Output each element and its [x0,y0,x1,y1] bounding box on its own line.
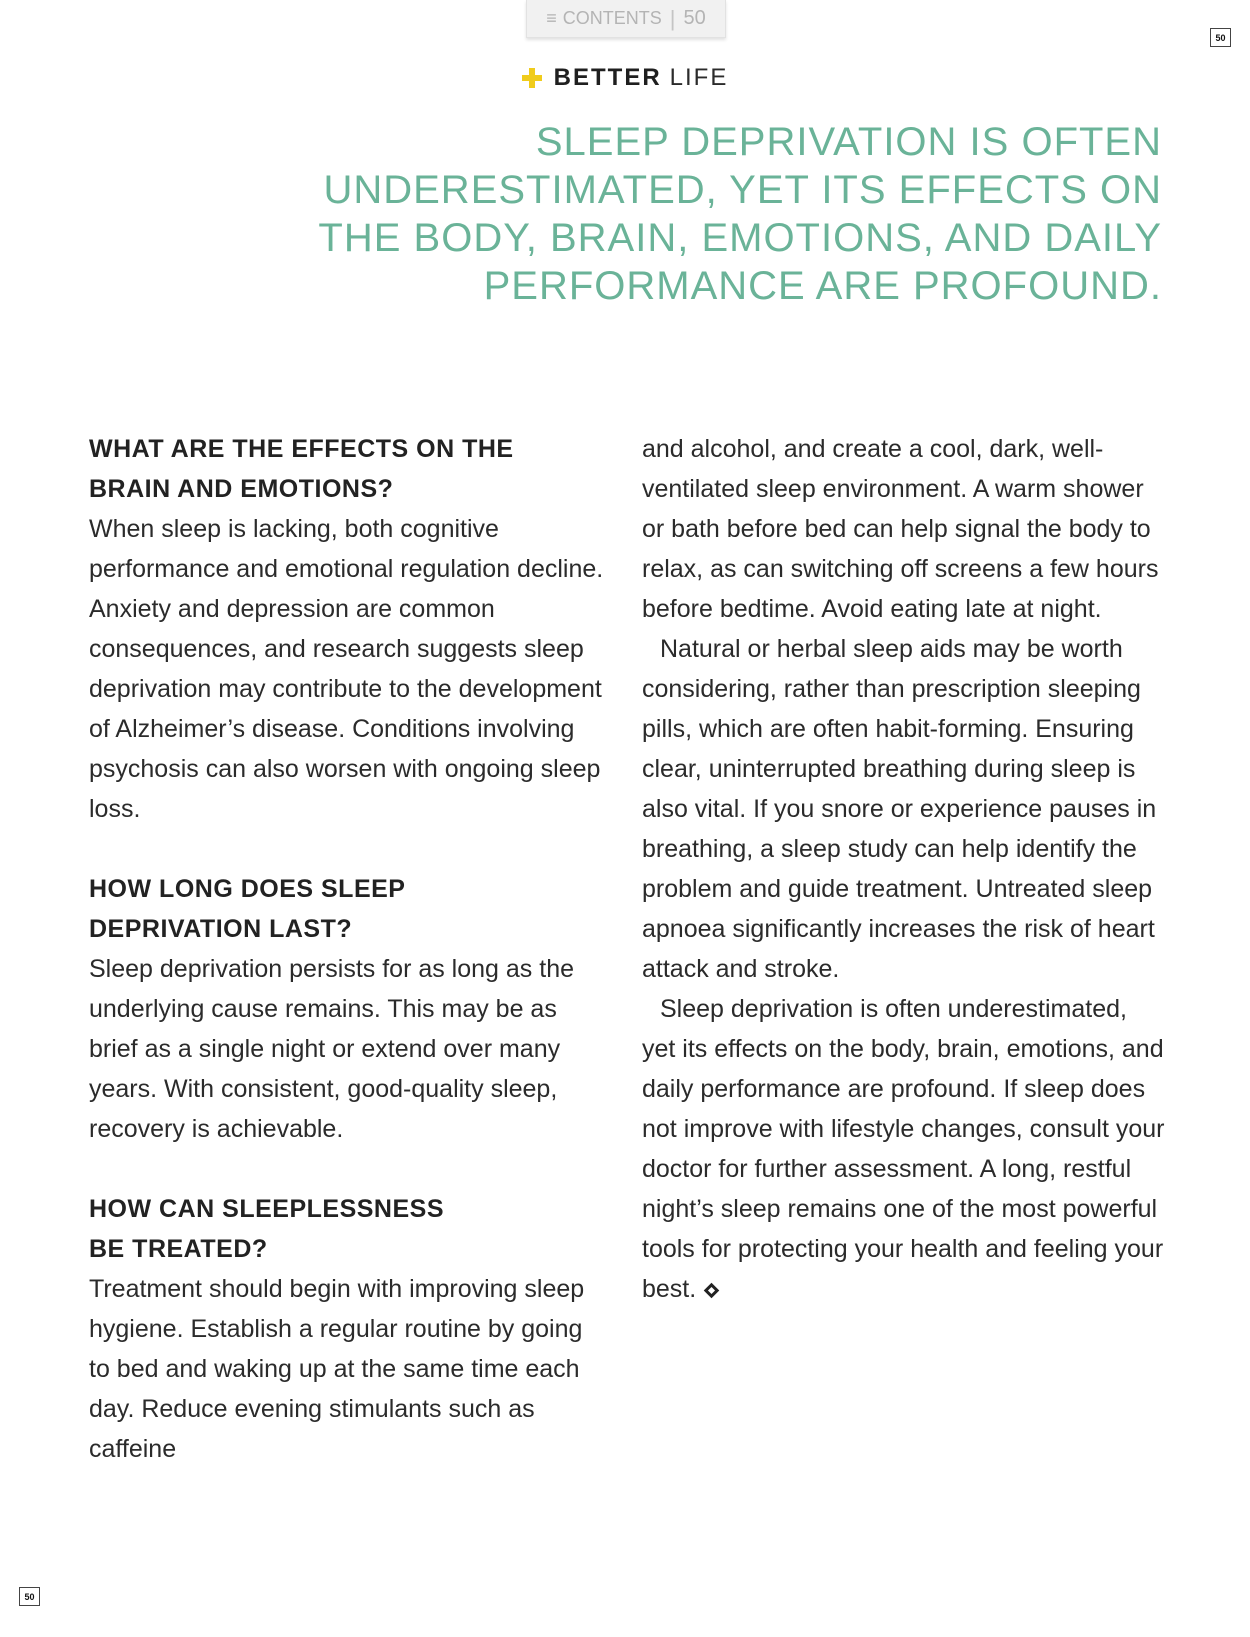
pull-quote-line: UNDERESTIMATED, YET ITS EFFECTS ON [323,168,1162,212]
heading-line: BE TREATED? [89,1235,268,1263]
plus-icon [522,68,542,88]
pull-quote-line: SLEEP DEPRIVATION IS OFTEN [535,120,1162,164]
page-number-badge-bottom: 50 [19,1587,40,1606]
section-name-light: LIFE [669,64,729,91]
contents-tab[interactable] [526,0,726,38]
hamburger-icon: ≡ [546,8,557,28]
paragraph-effects: When sleep is lacking, both cognitive performance and emotional regulation decline. Anxiety and depression are common consequences, and research suggests sleep deprivation may contribute to the development of Alzheimer’s disease. Conditions involving psychosis can also worsen with ongoing sleep loss. [89,515,604,823]
conclusion-text: Sleep deprivation is often underestimated, yet its effects on the body, brain, emotions, and daily performance are profound. If sleep does not improve with lifestyle changes, consult your doctor for further assessment. A long, restful night’s sleep remains one of the most powerful tools for protecting your health and feeling your best. [642,995,1165,1303]
paragraph-treatment: Treatment should begin with improving sleep hygiene. Establish a regular routine by going to bed and waking up at the same time each day. Reduce evening stimulants such as caffeine [89,1275,585,1463]
paragraph-sleep-aids: Natural or herbal sleep aids may be worth considering, rather than prescription sleeping pills, which are often habit-forming. Ensuring clear, uninterrupted breathing during sleep is also vital. If you snore or experience pauses in breathing, a sleep study can help identify the problem and guide treatment. Untreated sleep apnoea significantly increases the risk of heart attack and stroke. [642,635,1157,983]
heading-line: BRAIN AND EMOTIONS? [89,475,394,503]
contents-page-number: 50 [683,7,706,29]
paragraph-conclusion [642,989,1167,1309]
heading-line: WHAT ARE THE EFFECTS ON THE [89,435,514,463]
contents-label: CONTENTS [562,8,662,28]
section-heading-duration [89,869,609,949]
pull-quote-line: THE BODY, BRAIN, EMOTIONS, AND DAILY [318,216,1162,260]
section-header [0,64,1250,92]
heading-line: HOW LONG DOES SLEEP [89,875,406,903]
article-column-right [642,429,1167,1309]
tab-divider: | [669,5,676,31]
article-column-left [89,429,609,1469]
section-name-bold: BETTER [553,64,662,91]
section-heading-effects [89,429,609,509]
end-mark-icon [704,1283,720,1299]
paragraph-environment: and alcohol, and create a cool, dark, well-ventilated sleep environment. A warm shower or bath before bed can help signal the body to relax, as can switching off screens a few hours before bedtime. Avoid eating late at night. [642,435,1159,623]
heading-line: HOW CAN SLEEPLESSNESS [89,1195,444,1223]
paragraph-duration: Sleep deprivation persists for as long as the underlying cause remains. This may be as brief as a single night or extend over many years. With consistent, good-quality sleep, recovery is achievable. [89,955,574,1143]
heading-line: DEPRIVATION LAST? [89,915,353,943]
page-number-badge-top: 50 [1210,28,1231,47]
pull-quote [302,118,1162,310]
section-heading-treatment [89,1189,609,1269]
pull-quote-line: PERFORMANCE ARE PROFOUND. [483,264,1162,308]
